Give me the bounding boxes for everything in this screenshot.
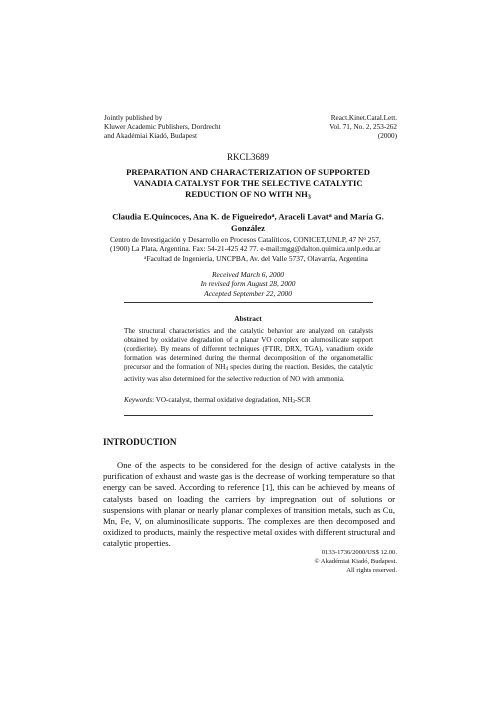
- title-line: PREPARATION AND CHARACTERIZATION OF SUPPORTED: [126, 167, 370, 177]
- abstract-top-rule: [124, 302, 373, 303]
- manuscript-code: RKCL3689: [226, 152, 269, 162]
- copyright-line: 0133-1736/2000/US$ 12.00.: [321, 549, 397, 556]
- journal-line: (2000): [377, 132, 397, 141]
- affiliation-line: Centro de Investigación y Desarrollo en Procesos Catalíticos, CONICET,UNLP, 47 $N^o$ 257,: [110, 235, 381, 245]
- affiliation-line: $^a$Facultad de Ingeniería, UNCPBA, Av. del Valle 5737, Olavarría, Argentina: [144, 253, 368, 263]
- journal-line: Vol. 71, No. 2, 253-262: [329, 123, 397, 132]
- title-line: REDUCTION OF NO WITH $NH_3$: [185, 189, 311, 201]
- introduction-heading: INTRODUCTION: [103, 437, 177, 447]
- date-received: Received March 6, 2000: [212, 270, 284, 279]
- copyright-line: All rights reserved.: [346, 566, 397, 574]
- introduction-paragraph: One of the aspects to be considered for the design of active catalysts in the purification of exhaust and waste gas is the decrease of working temperature so that energy can be saved. According to reference [1], this can be achieved by means of catalysts based on loading the carriers by impregnation out of solutions or suspensions with planar or nearly planar complexes of transition metals, such as Cu, Mn, Fe, V, on aluminosilicate supports. The complexes are then decomposed and oxidized to products, mainly the respective metal oxides with different structural and catalytic properties.: [103, 460, 395, 549]
- affiliations: [110, 235, 402, 263]
- paper-title: [100, 167, 396, 204]
- title-line: VANADIA CATALYST FOR THE SELECTIVE CATALYTIC: [133, 178, 363, 188]
- author-line: Claudia E.Quincoces, Ana K. de Figueiredo$^a$, Araceli Lavat$^a$ and María G.: [112, 211, 384, 222]
- date-accepted: Accepted September 22, 2000: [204, 288, 292, 298]
- submission-dates: [0, 270, 496, 298]
- date-revised: In revised form August 28, 2000: [200, 279, 296, 289]
- publisher-line: Jointly published by: [104, 114, 163, 122]
- journal-reference: [257, 114, 397, 142]
- author-line: González: [231, 223, 265, 234]
- copyright-line: © Akadémiai Kiadó, Budapest.: [314, 557, 397, 565]
- publisher-line: Kluwer Academic Publishers, Dordrecht: [104, 123, 221, 132]
- abstract-bottom-rule: [124, 415, 373, 416]
- keywords: Keywords: VO-catalyst, thermal oxidative degradation, $NH_3$-SCR: [124, 396, 311, 406]
- publisher-info: [104, 114, 264, 142]
- author-list: [108, 210, 388, 234]
- journal-line: React.Kinet.Catal.Lett.: [330, 114, 397, 122]
- abstract-heading: Abstract: [234, 314, 262, 323]
- copyright-notice: [237, 549, 397, 575]
- affiliation-line: (1900) La Plata, Argentina. Fax: 54-21-425 42 77. e-mail:mgg@dalton.quimica.unlp.edu.ar: [110, 244, 381, 254]
- abstract-text: The structural characteristics and the catalytic behavior are analyzed on catalysts obtained by oxidative degradation of a planar VO complex on alumosilicate support (cordierite). By means of different techniques (FTIR, DRX, TGA), vanadium oxide formation was determined during the thermal decomposition of the organometallic precursor and the formation of $NH_4$ species during the reaction. Besides, the catalytic activity was also determined for the selective reduction of NO with ammonia.: [124, 327, 373, 383]
- publisher-line: and Akadémiai Kiadó, Budapest: [104, 132, 198, 141]
